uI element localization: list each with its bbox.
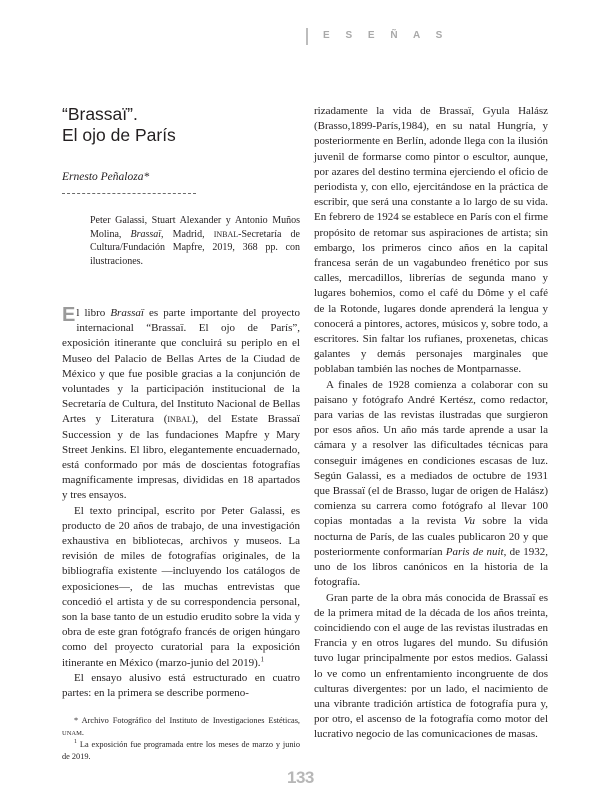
drop-cap: E [62, 304, 76, 326]
paragraph-1: El libro Brassaï es parte importante del proyecto internacional “Brassaï. El ojo de París”, exposición itinerante que concluirá su periplo en el Museo del Palacio de Bellas Artes de la Ciudad de México y que fue posible gracias a la conjunción de voluntades y la participación institucional de la Secretaría de Cultura, del Instituto Nacional de Bellas Artes y Literatura (INBAL), del Estate Brassaï Succession y de las fundaciones Mapfre y Mary Street Jenkins. El libro, elegantemente encuadernado, está conformado por más de doscientas fotografías magníficamente impresas, divididas en 18 apartados y tres ensayos. [62, 304, 300, 502]
bib-text: Peter Galassi, Stuart Alexander y Antonio Muños Molina, [90, 215, 300, 240]
author-name: Ernesto Peñaloza* [62, 171, 150, 183]
article-title [62, 104, 300, 146]
footnote-author: * Archivo Fotográfico del Instituto de Investigaciones Estéticas, UNAM. [62, 716, 300, 737]
left-column [62, 104, 300, 762]
paragraph-3-start: El ensayo alusivo está estructurado en cuatro partes: en la primera se describe pormeno- [62, 671, 300, 700]
article-body-right [314, 104, 548, 743]
section-header: E S E Ñ A S [323, 30, 449, 41]
bib-publisher-abbr: INBAL [213, 229, 239, 239]
bib-book-title: Brassaï [130, 228, 162, 240]
paragraph-2: El texto principal, escrito por Peter Galassi, es producto de 20 años de trabajo, de una investigación exhaustiva en bibliotecas, archivos y museos. La revisión de miles de fotografías originales, de la bibliografía existente —incluyendo los catálogos de exposiciones—, de las muchas entrevistas que concedió el artista y de su correspondencia personal, son la base tanto de un estudio erudito sobre la vida y obra de este gran fotógrafo francés de origen húngaro como del proyecto curatorial para la exposición itinerante en México (marzo-junio del 2019).$^1$ [62, 504, 300, 669]
footnote-ref-1: 1 [260, 655, 265, 664]
bib-text: , Madrid, [161, 228, 214, 240]
paragraph-4: A finales de 1928 comienza a colaborar con su paisano y fotógrafo André Kertész, como redactor, para varias de las revistas ilustradas que surgieron por esos años. Un año más tarde aprende a usar la cámara y a resolver las dificultades técnicas para conseguir imágenes en condiciones escasas de luz. Según Galassi, es a mediados de octubre de 1931 que Brassaï (el de Brasso, lugar de origen de Halász) comienza su carrera como fotógrafo al llevar 100 copias montadas a la revista Vu sobre la vida nocturna de París, de las cuales publicaron 20 y que posteriormente conformarían Paris de nuit, de 1932, uno de los libros canónicos en la historia de la fotografía. [314, 378, 549, 589]
page-number: 133 [287, 768, 314, 787]
article-body-left [62, 306, 300, 701]
right-column [314, 104, 548, 743]
title-divider [62, 193, 196, 194]
title-line-2: El ojo de París [62, 125, 176, 145]
title-line-1: “Brassaï”. [62, 104, 138, 124]
paragraph-5: Gran parte de la obra más conocida de Brassaï es de la primera mitad de la década de los años treinta, coincidiendo con el auge de las revistas ilustradas en Francia y en otros lugares del mundo. Su difusión tuvo lugar principalmente por estos medios. Galassi lo ve como un enfrentamiento incongruente de dos culturas divergentes: por un lado, el nacimiento de una vibrante tradición artística de fotografía pura y, por otro, el ascenso de la fotografía como motor del lucrativo negocio de las comunicaciones de masas. [314, 591, 548, 741]
header-rule [306, 28, 308, 45]
footnotes [62, 715, 300, 762]
bibliographic-reference [90, 214, 300, 268]
bib-text: -Secretaría de Cultura/Fundación Mapfre, 2019, 368 pp. con ilustraciones. [90, 228, 300, 267]
paragraph-3-continued: rizadamente la vida de Brassaï, Gyula Halász (Brasso,1899-París,1984), en su natal Hungría, y posteriormente en Berlín, adonde llega con la ilusión juvenil de formarse como pintor o escultor, aunque, por azares del destino termina ejerciendo el oficio de periodista y, con ello, ejercitándose en la práctica de escribir, que será una constante a lo largo de su vida. En febrero de 1924 se establece en París con el firme propósito de retomar sus aspiraciones de artista; sin embargo, los primeros cinco años en la capital francesa serán de un vagabundeo frenético por sus calles, mercadillos, librerías de segunda mano y lugares bohemios, como el café du Dôme y el café de la Rotonde, lugares donde aprenderá la lengua y conocerá a pintores, actores, músicos y, sobre todo, a escritores. Sin faltar los rufianes, proxenetas, chicas galantes y demás personajes marginales que poblaban también las noches de Montparnasse. [314, 105, 548, 376]
footnote-1: $^1$ La exposición fue programada entre los meses de marzo y junio de 2019. [62, 739, 300, 761]
